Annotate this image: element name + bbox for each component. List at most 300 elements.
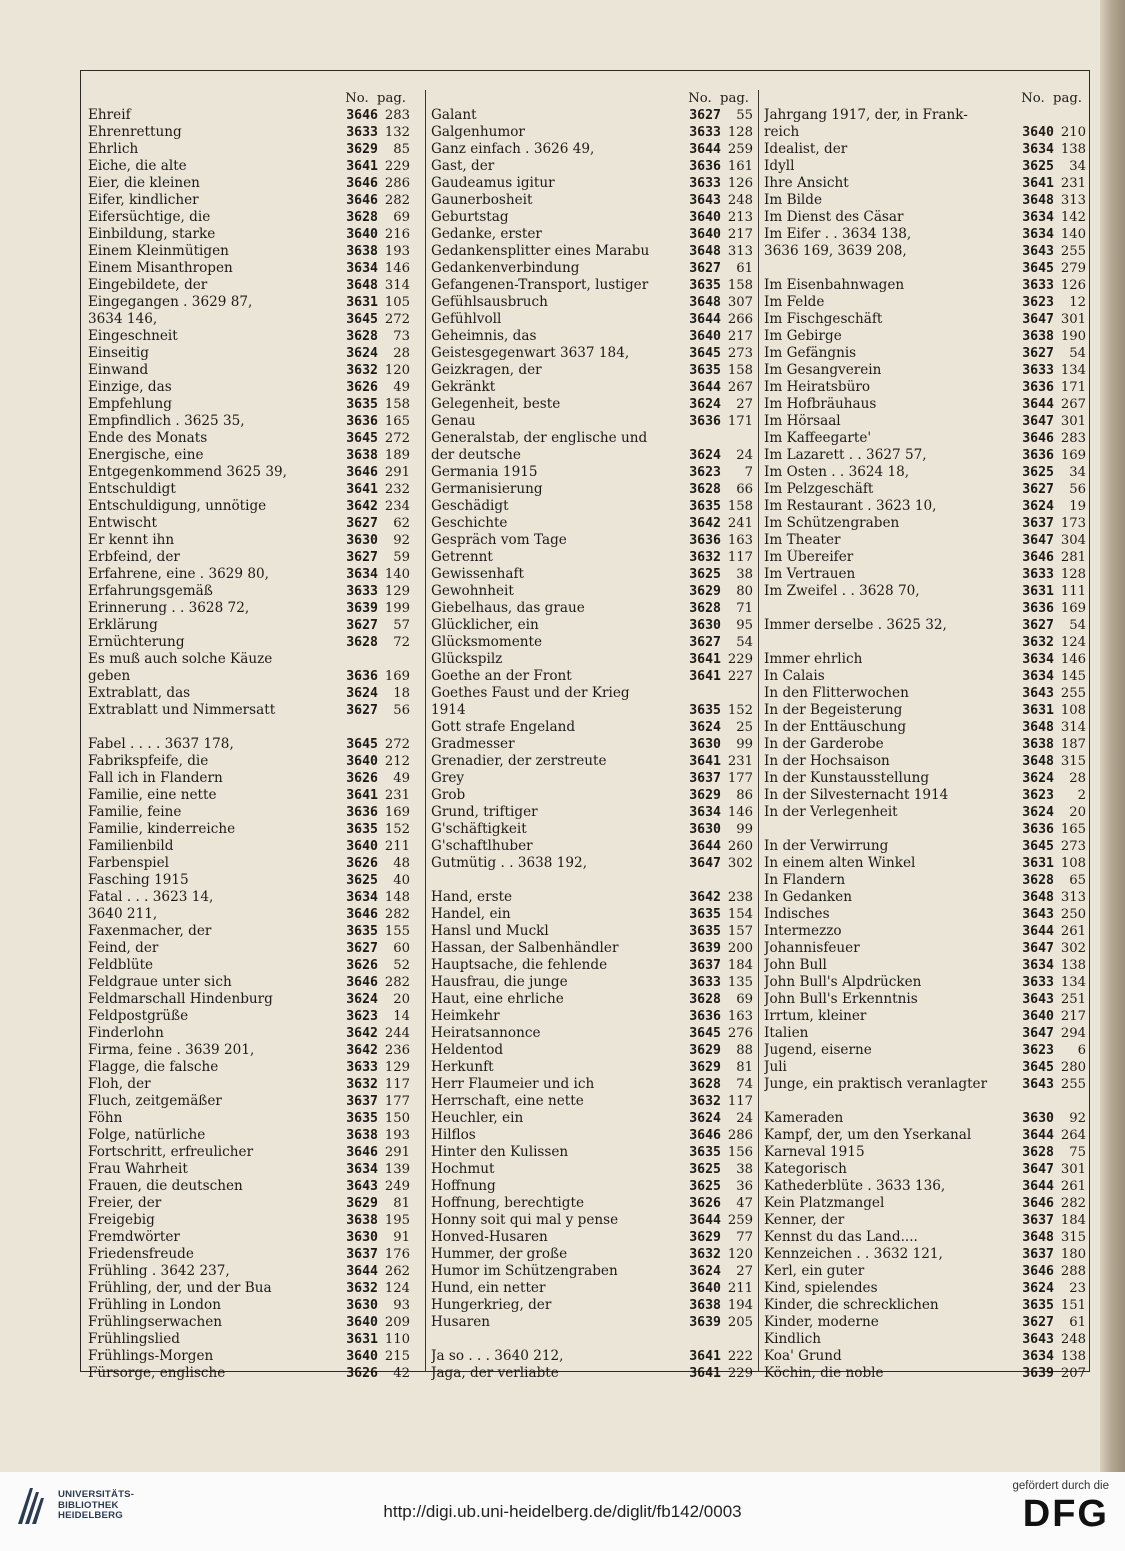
entry-title: In der Enttäuschung <box>764 719 907 735</box>
issue-number: 3628 <box>346 210 378 225</box>
page-number: 173 <box>1060 516 1086 531</box>
index-entry <box>764 1195 1086 1212</box>
index-entry <box>431 1025 753 1042</box>
entry-title <box>764 1093 1004 1110</box>
entry-title: Freier, der <box>88 1195 162 1211</box>
page-number: 48 <box>393 856 410 871</box>
issue-number: 3624 <box>689 720 721 735</box>
index-entry <box>431 1348 753 1365</box>
entry-title: Ende des Monats <box>88 430 208 446</box>
index-entry <box>764 974 1086 991</box>
issue-number: 3628 <box>1022 873 1054 888</box>
index-entry <box>431 736 753 753</box>
entry-title: Kinder, die schrecklichen <box>764 1297 939 1313</box>
page-number: 140 <box>1060 227 1086 242</box>
entry-title: Fürsorge, englische <box>88 1365 226 1381</box>
index-entry <box>764 906 1086 923</box>
page-number: 134 <box>1060 975 1086 990</box>
entry-title: Gelegenheit, beste <box>431 396 561 412</box>
entry-title: Ganz einfach . 3626 49, <box>431 141 595 157</box>
entry-title: Idyll <box>764 158 795 174</box>
index-entry <box>88 107 410 124</box>
page-number: 248 <box>1060 1332 1086 1347</box>
entry-title: Kampf, der, um den Yserkanal <box>764 1127 972 1143</box>
entry-title: Heldentod <box>431 1042 504 1058</box>
entry-title: Er kennt ihn <box>88 532 175 548</box>
page-number: 207 <box>1060 1366 1086 1381</box>
index-entry <box>764 1076 1086 1093</box>
issue-number: 3638 <box>346 244 378 259</box>
page-number: 25 <box>736 720 753 735</box>
entry-title: Hinter den Kulissen <box>431 1144 569 1160</box>
page-number: 77 <box>736 1230 753 1245</box>
issue-number: 3646 <box>346 1145 378 1160</box>
page-number: 213 <box>727 210 753 225</box>
index-entry <box>431 1331 753 1348</box>
permalink[interactable]: http://digi.ub.uni-heidelberg.de/diglit/fb142/0003 <box>383 1502 742 1521</box>
index-entry <box>431 362 753 379</box>
entry-title: Johannisfeuer <box>764 940 860 956</box>
page-number: 165 <box>1060 822 1086 837</box>
page-number: 81 <box>393 1196 410 1211</box>
page-number: 313 <box>1060 193 1086 208</box>
page-number: 158 <box>727 499 753 514</box>
issue-number: 3637 <box>1022 1247 1054 1262</box>
index-entry <box>431 1008 753 1025</box>
entry-title: Geistesgegenwart 3637 184, <box>431 345 630 361</box>
index-entry <box>88 464 410 481</box>
issue-number <box>671 685 721 702</box>
entry-title: Karneval 1915 <box>764 1144 865 1160</box>
index-entry <box>431 413 753 430</box>
issue-number: 3639 <box>689 941 721 956</box>
index-entry <box>431 600 753 617</box>
issue-number: 3636 <box>1022 380 1054 395</box>
entry-title: Grenadier, der zerstreute <box>431 753 607 769</box>
page-number: 126 <box>727 176 753 191</box>
issue-number: 3634 <box>1022 669 1054 684</box>
index-entry <box>764 685 1086 702</box>
index-entry <box>764 566 1086 583</box>
entry-title: Jugend, eiserne <box>764 1042 872 1058</box>
issue-number: 3636 <box>689 159 721 174</box>
entry-title: Geschichte <box>431 515 508 531</box>
index-entry <box>764 124 1086 141</box>
entry-title: Erklärung <box>88 617 158 633</box>
page-number: 93 <box>393 1298 410 1313</box>
page-number: 193 <box>384 1128 410 1143</box>
page-number: 158 <box>727 363 753 378</box>
page-number: 145 <box>1060 669 1086 684</box>
page-number: 209 <box>384 1315 410 1330</box>
issue-number: 3635 <box>689 1145 721 1160</box>
entry-title: Gefühlvoll <box>431 311 502 327</box>
page-number: 255 <box>1060 1077 1086 1092</box>
page-number: 231 <box>1060 176 1086 191</box>
page-number: 61 <box>736 261 753 276</box>
issue-number <box>328 719 378 736</box>
entry-title: der deutsche <box>431 447 521 463</box>
issue-number: 3637 <box>689 771 721 786</box>
issue-number: 3634 <box>1022 210 1054 225</box>
page-number: 248 <box>727 193 753 208</box>
page-number <box>721 1331 753 1348</box>
issue-number: 3633 <box>1022 567 1054 582</box>
entry-title: Frühlingslied <box>88 1331 181 1347</box>
entry-title: In der Verwirrung <box>764 838 889 854</box>
issue-number: 3632 <box>346 1281 378 1296</box>
column-divider <box>758 90 759 1372</box>
entry-title: Feldpostgrüße <box>88 1008 189 1024</box>
index-entry <box>431 1161 753 1178</box>
page-number: 169 <box>384 669 410 684</box>
index-entry <box>764 260 1086 277</box>
issue-number: 3624 <box>689 397 721 412</box>
entry-title: Immer ehrlich <box>764 651 863 667</box>
page-number: 34 <box>1069 159 1086 174</box>
entry-title: Im Pelzgeschäft <box>764 481 874 497</box>
issue-number: 3623 <box>1022 1043 1054 1058</box>
dfg-wordmark: DFG <box>1022 1493 1109 1535</box>
index-entry <box>431 1246 753 1263</box>
entry-title: Erfahrene, eine . 3629 80, <box>88 566 269 582</box>
entry-title: Ehrlich <box>88 141 139 157</box>
index-entry <box>88 1365 410 1382</box>
index-entry <box>88 192 410 209</box>
entry-title: In der Begeisterung <box>764 702 903 718</box>
index-entry <box>88 362 410 379</box>
page-number: 138 <box>1060 142 1086 157</box>
issue-number: 3625 <box>689 1162 721 1177</box>
page-number: 227 <box>727 669 753 684</box>
library-name-line: BIBLIOTHEK <box>58 1499 119 1511</box>
index-entry <box>431 566 753 583</box>
index-entry <box>431 821 753 838</box>
entry-title: Im Eifer . . 3634 138, <box>764 226 912 242</box>
issue-number: 3635 <box>1022 1298 1054 1313</box>
issue-number: 3648 <box>1022 890 1054 905</box>
page-number: 138 <box>1060 958 1086 973</box>
index-entry <box>764 430 1086 447</box>
index-entry <box>88 481 410 498</box>
page-number: 216 <box>384 227 410 242</box>
entry-title: Gefangenen-Transport, lustiger <box>431 277 649 293</box>
index-entry <box>431 141 753 158</box>
issue-number: 3634 <box>346 567 378 582</box>
page-number: 56 <box>393 703 410 718</box>
page-number: 171 <box>1060 380 1086 395</box>
entry-title <box>88 719 328 736</box>
index-entry <box>431 991 753 1008</box>
index-entry <box>764 770 1086 787</box>
index-entry <box>764 923 1086 940</box>
index-entry <box>431 328 753 345</box>
page-number: 156 <box>727 1145 753 1160</box>
page-number: 105 <box>384 295 410 310</box>
index-entry <box>431 345 753 362</box>
index-entry <box>764 1161 1086 1178</box>
issue-number: 3636 <box>346 414 378 429</box>
index-entry <box>764 872 1086 889</box>
entry-title: Handel, ein <box>431 906 511 922</box>
entry-title: John Bull <box>764 957 827 973</box>
entry-title: In Flandern <box>764 872 846 888</box>
entry-title: Frühlingserwachen <box>88 1314 223 1330</box>
issue-number: 3626 <box>346 771 378 786</box>
entry-title: Faxenmacher, der <box>88 923 212 939</box>
issue-number: 3634 <box>1022 142 1054 157</box>
entry-title: Frühling, der, und der Bua <box>88 1280 272 1296</box>
entry-title <box>764 821 1004 838</box>
page-number: 49 <box>393 380 410 395</box>
issue-number: 3630 <box>346 1298 378 1313</box>
index-entry <box>431 787 753 804</box>
entry-title: Kerl, ein guter <box>764 1263 865 1279</box>
issue-number: 3648 <box>1022 754 1054 769</box>
entry-title: Feldblüte <box>88 957 154 973</box>
issue-number: 3638 <box>689 1298 721 1313</box>
issue-number: 3629 <box>689 584 721 599</box>
page-number: 264 <box>1060 1128 1086 1143</box>
page-number <box>721 685 753 702</box>
page-number: 148 <box>384 890 410 905</box>
entry-title: Familie, feine <box>88 804 182 820</box>
entry-title: Farbenspiel <box>88 855 170 871</box>
entry-title: Galant <box>431 107 477 123</box>
page-number: 69 <box>736 992 753 1007</box>
issue-number: 3624 <box>1022 771 1054 786</box>
page-number: 217 <box>1060 1009 1086 1024</box>
entry-title: Gespräch vom Tage <box>431 532 567 548</box>
issue-number: 3645 <box>689 1026 721 1041</box>
entry-title: Frühlings-Morgen <box>88 1348 214 1364</box>
entry-title: Irrtum, kleiner <box>764 1008 867 1024</box>
index-entry <box>88 1246 410 1263</box>
index-entry <box>431 753 753 770</box>
issue-number: 3645 <box>346 737 378 752</box>
page-number: 249 <box>384 1179 410 1194</box>
index-entry <box>88 855 410 872</box>
index-entry <box>88 685 410 702</box>
entry-title: Flagge, die falsche <box>88 1059 219 1075</box>
index-entry <box>764 1314 1086 1331</box>
entry-title: Herkunft <box>431 1059 494 1075</box>
issue-number: 3633 <box>1022 975 1054 990</box>
entry-title: In der Garderobe <box>764 736 884 752</box>
issue-number: 3627 <box>346 516 378 531</box>
page-number: 72 <box>393 635 410 650</box>
index-entry <box>764 447 1086 464</box>
index-entry <box>764 107 1086 124</box>
index-entry <box>88 345 410 362</box>
entry-title: Hand, erste <box>431 889 513 905</box>
entry-title: Kenner, der <box>764 1212 845 1228</box>
entry-title: Gewissenhaft <box>431 566 524 582</box>
index-entry <box>431 260 753 277</box>
index-entry <box>431 277 753 294</box>
index-entry <box>431 1059 753 1076</box>
entry-title: Fremdwörter <box>88 1229 180 1245</box>
issue-number: 3635 <box>689 907 721 922</box>
entry-title: Einseitig <box>88 345 149 361</box>
issue-number: 3630 <box>689 737 721 752</box>
page-number: 61 <box>1069 1315 1086 1330</box>
index-entry <box>764 396 1086 413</box>
issue-number: 3646 <box>1022 431 1054 446</box>
issue-number: 3638 <box>346 1128 378 1143</box>
page-number: 6 <box>1077 1043 1086 1058</box>
entry-title: Frauen, die deutschen <box>88 1178 243 1194</box>
column-header: No. pag. <box>688 91 749 106</box>
page-number: 302 <box>1060 941 1086 956</box>
index-entry <box>431 379 753 396</box>
index-entry <box>764 345 1086 362</box>
index-entry <box>431 498 753 515</box>
issue-number: 3627 <box>346 550 378 565</box>
entry-title: Im Felde <box>764 294 825 310</box>
issue-number: 3632 <box>346 1077 378 1092</box>
page-number: 301 <box>1060 414 1086 429</box>
page-number <box>1054 1093 1086 1110</box>
index-entry <box>431 294 753 311</box>
issue-number: 3624 <box>346 346 378 361</box>
page-number: 38 <box>736 1162 753 1177</box>
index-entry <box>88 1076 410 1093</box>
entry-title: Im Vertrauen <box>764 566 856 582</box>
page-number: 150 <box>384 1111 410 1126</box>
issue-number: 3641 <box>1022 176 1054 191</box>
issue-number: 3646 <box>1022 550 1054 565</box>
index-entry <box>764 1093 1086 1110</box>
entry-title: Immer derselbe . 3625 32, <box>764 617 947 633</box>
issue-number: 3638 <box>1022 737 1054 752</box>
issue-number: 3633 <box>689 125 721 140</box>
page-number: 259 <box>727 1213 753 1228</box>
entry-title: Erinnerung . . 3628 72, <box>88 600 250 616</box>
entry-title: Eier, die kleinen <box>88 175 200 191</box>
page-number: 255 <box>1060 244 1086 259</box>
issue-number: 3648 <box>689 244 721 259</box>
entry-title: Firma, feine . 3639 201, <box>88 1042 255 1058</box>
entry-title: Folge, natürliche <box>88 1127 206 1143</box>
issue-number: 3627 <box>689 635 721 650</box>
index-entry <box>764 804 1086 821</box>
page-number: 169 <box>1060 448 1086 463</box>
dfg-logo[interactable] <box>1012 1480 1109 1534</box>
entry-title: Glücklicher, ein <box>431 617 539 633</box>
index-entry <box>88 583 410 600</box>
page-number: 163 <box>727 533 753 548</box>
page-number: 283 <box>384 108 410 123</box>
entry-title: Eingegangen . 3629 87, <box>88 294 253 310</box>
page-number: 184 <box>1060 1213 1086 1228</box>
issue-number: 3647 <box>1022 533 1054 548</box>
issue-number: 3641 <box>346 788 378 803</box>
page-number: 273 <box>1060 839 1086 854</box>
issue-number: 3641 <box>346 482 378 497</box>
entry-title <box>431 1331 671 1348</box>
index-entry <box>88 243 410 260</box>
entry-title: Indisches <box>764 906 830 922</box>
issue-number: 3638 <box>346 1213 378 1228</box>
index-entry <box>88 804 410 821</box>
index-entry <box>431 702 753 719</box>
page-number: 282 <box>384 975 410 990</box>
issue-number: 3634 <box>1022 1349 1054 1364</box>
issue-number: 3640 <box>346 227 378 242</box>
index-entry <box>88 1314 410 1331</box>
index-entry <box>764 532 1086 549</box>
issue-number: 3643 <box>1022 992 1054 1007</box>
index-entry <box>764 787 1086 804</box>
page-number: 169 <box>1060 601 1086 616</box>
page-number: 59 <box>393 550 410 565</box>
index-entry <box>764 1212 1086 1229</box>
entry-title: Im Fischgeschäft <box>764 311 883 327</box>
issue-number: 3631 <box>1022 856 1054 871</box>
page-number: 286 <box>384 176 410 191</box>
issue-number <box>1004 1093 1054 1110</box>
library-name-line: HEIDELBERG <box>58 1510 123 1522</box>
issue-number: 3635 <box>689 703 721 718</box>
index-entry <box>764 1144 1086 1161</box>
index-column-i-k <box>764 90 1086 1382</box>
index-entry <box>431 1263 753 1280</box>
entry-title: Gaunerbosheit <box>431 192 533 208</box>
index-entry <box>764 821 1086 838</box>
entry-title <box>431 872 671 889</box>
entry-title: Eingebildete, der <box>88 277 208 293</box>
library-name-line: UNIVERSITÄTS- <box>58 1489 135 1501</box>
entry-title: Geheimnis, das <box>431 328 537 344</box>
issue-number: 3629 <box>346 1196 378 1211</box>
entry-title <box>764 634 1004 651</box>
issue-number: 3641 <box>346 159 378 174</box>
index-entry <box>764 1348 1086 1365</box>
issue-number: 3643 <box>1022 1077 1054 1092</box>
index-entry <box>431 685 753 702</box>
page-number: 283 <box>1060 431 1086 446</box>
index-entry <box>764 226 1086 243</box>
page-number: 146 <box>384 261 410 276</box>
issue-number: 3625 <box>1022 465 1054 480</box>
entry-title: Gott strafe Engeland <box>431 719 576 735</box>
entry-title: Gedankenverbindung <box>431 260 580 276</box>
index-entry <box>88 1263 410 1280</box>
entry-title: Husaren <box>431 1314 490 1330</box>
page-number: 140 <box>384 567 410 582</box>
issue-number: 3629 <box>689 1230 721 1245</box>
issue-number: 3634 <box>1022 652 1054 667</box>
column-header: No. pag. <box>1021 91 1082 106</box>
entry-title <box>764 600 1004 617</box>
issue-number <box>671 872 721 889</box>
issue-number: 3632 <box>346 363 378 378</box>
page-number: 234 <box>384 499 410 514</box>
issue-number: 3625 <box>689 567 721 582</box>
issue-number: 3641 <box>689 1366 721 1381</box>
index-entry <box>88 328 410 345</box>
page-number: 117 <box>727 550 753 565</box>
index-entry <box>431 1127 753 1144</box>
index-entry <box>88 549 410 566</box>
index-entry <box>431 974 753 991</box>
entry-title: In der Hochsaison <box>764 753 890 769</box>
entry-title: Jaga, der verliabte <box>431 1365 559 1381</box>
issue-number: 3646 <box>346 907 378 922</box>
issue-number: 3634 <box>689 805 721 820</box>
index-entry <box>88 617 410 634</box>
